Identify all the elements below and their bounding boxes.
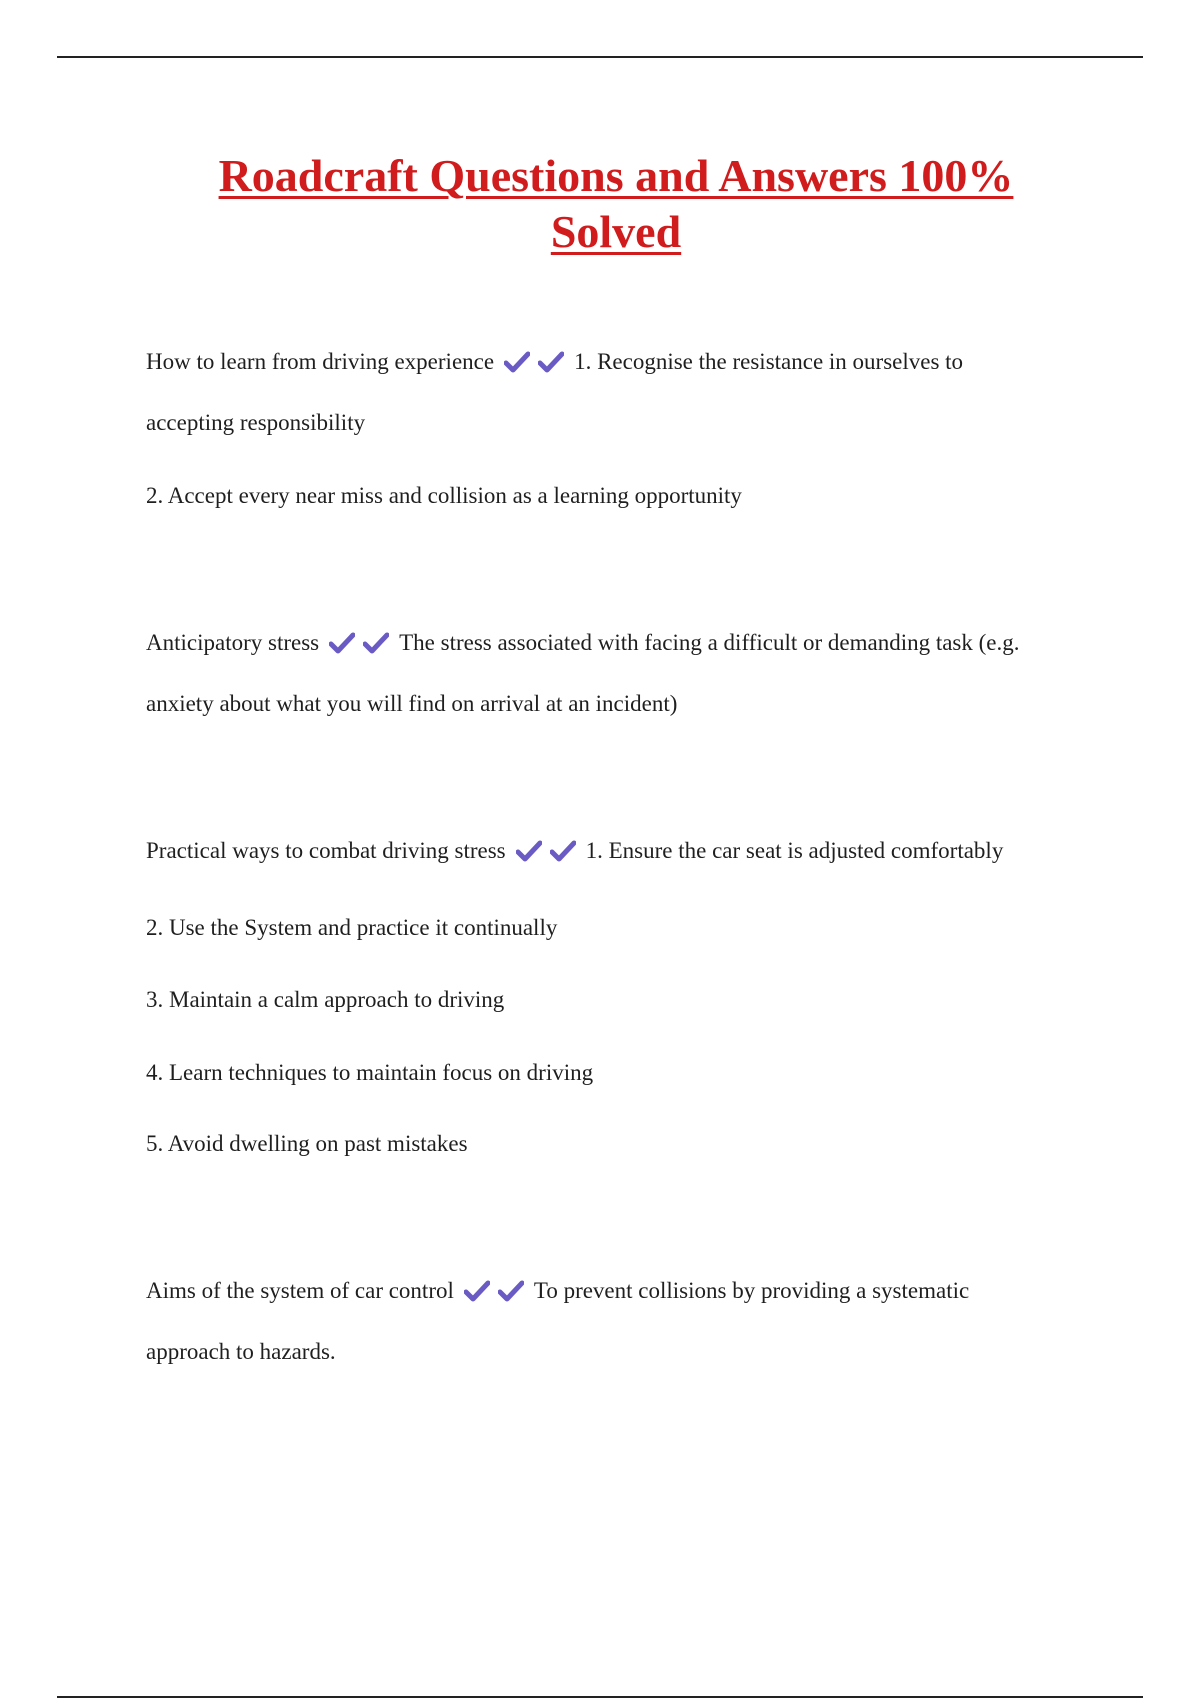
qa-item-2-first-line (146, 628, 1020, 662)
top-rule (57, 56, 1143, 58)
question-text: Anticipatory stress (146, 630, 320, 655)
check-icon (516, 840, 542, 862)
qa-item-1-first-line (146, 347, 963, 381)
bottom-rule (57, 1696, 1143, 1698)
qa-item-2-line: anxiety about what you will find on arrival at an incident) (146, 691, 678, 716)
check-icon (550, 840, 576, 862)
answer-text: 1. Ensure the car seat is adjusted comfortably (585, 838, 1004, 863)
qa-item-4-line: approach to hazards. (146, 1339, 336, 1364)
qa-item-3-line: 3. Maintain a calm approach to driving (146, 987, 505, 1012)
document-title (0, 148, 1200, 260)
double-check-icon (504, 351, 572, 381)
qa-item-1-line: 2. Accept every near miss and collision as a learning opportunity (146, 483, 742, 508)
question-text: How to learn from driving experience (146, 349, 495, 374)
title-line-1: Roadcraft Questions and Answers 100% (218, 150, 1014, 201)
answer-text: To prevent collisions by providing a systematic (533, 1278, 970, 1303)
qa-item-4-first-line (146, 1276, 969, 1310)
qa-item-3-first-line (146, 836, 1003, 870)
double-check-icon (464, 1280, 532, 1310)
check-icon (363, 632, 389, 654)
double-check-icon (516, 840, 584, 870)
double-check-icon (329, 632, 397, 662)
qa-item-3-line: 5. Avoid dwelling on past mistakes (146, 1131, 468, 1156)
qa-item-1-line: accepting responsibility (146, 410, 366, 435)
qa-item-3-line: 2. Use the System and practice it continually (146, 915, 558, 940)
answer-text: The stress associated with facing a difficult or demanding task (e.g. (399, 630, 1020, 655)
qa-item-3-line: 4. Learn techniques to maintain focus on driving (146, 1060, 594, 1085)
check-icon (504, 351, 530, 373)
check-icon (498, 1280, 524, 1302)
check-icon (464, 1280, 490, 1302)
title-line-2: Solved (550, 206, 682, 257)
question-text: Practical ways to combat driving stress (146, 838, 506, 863)
check-icon (538, 351, 564, 373)
check-icon (329, 632, 355, 654)
question-text: Aims of the system of car control (146, 1278, 454, 1303)
answer-text: 1. Recognise the resistance in ourselves to (574, 349, 964, 374)
